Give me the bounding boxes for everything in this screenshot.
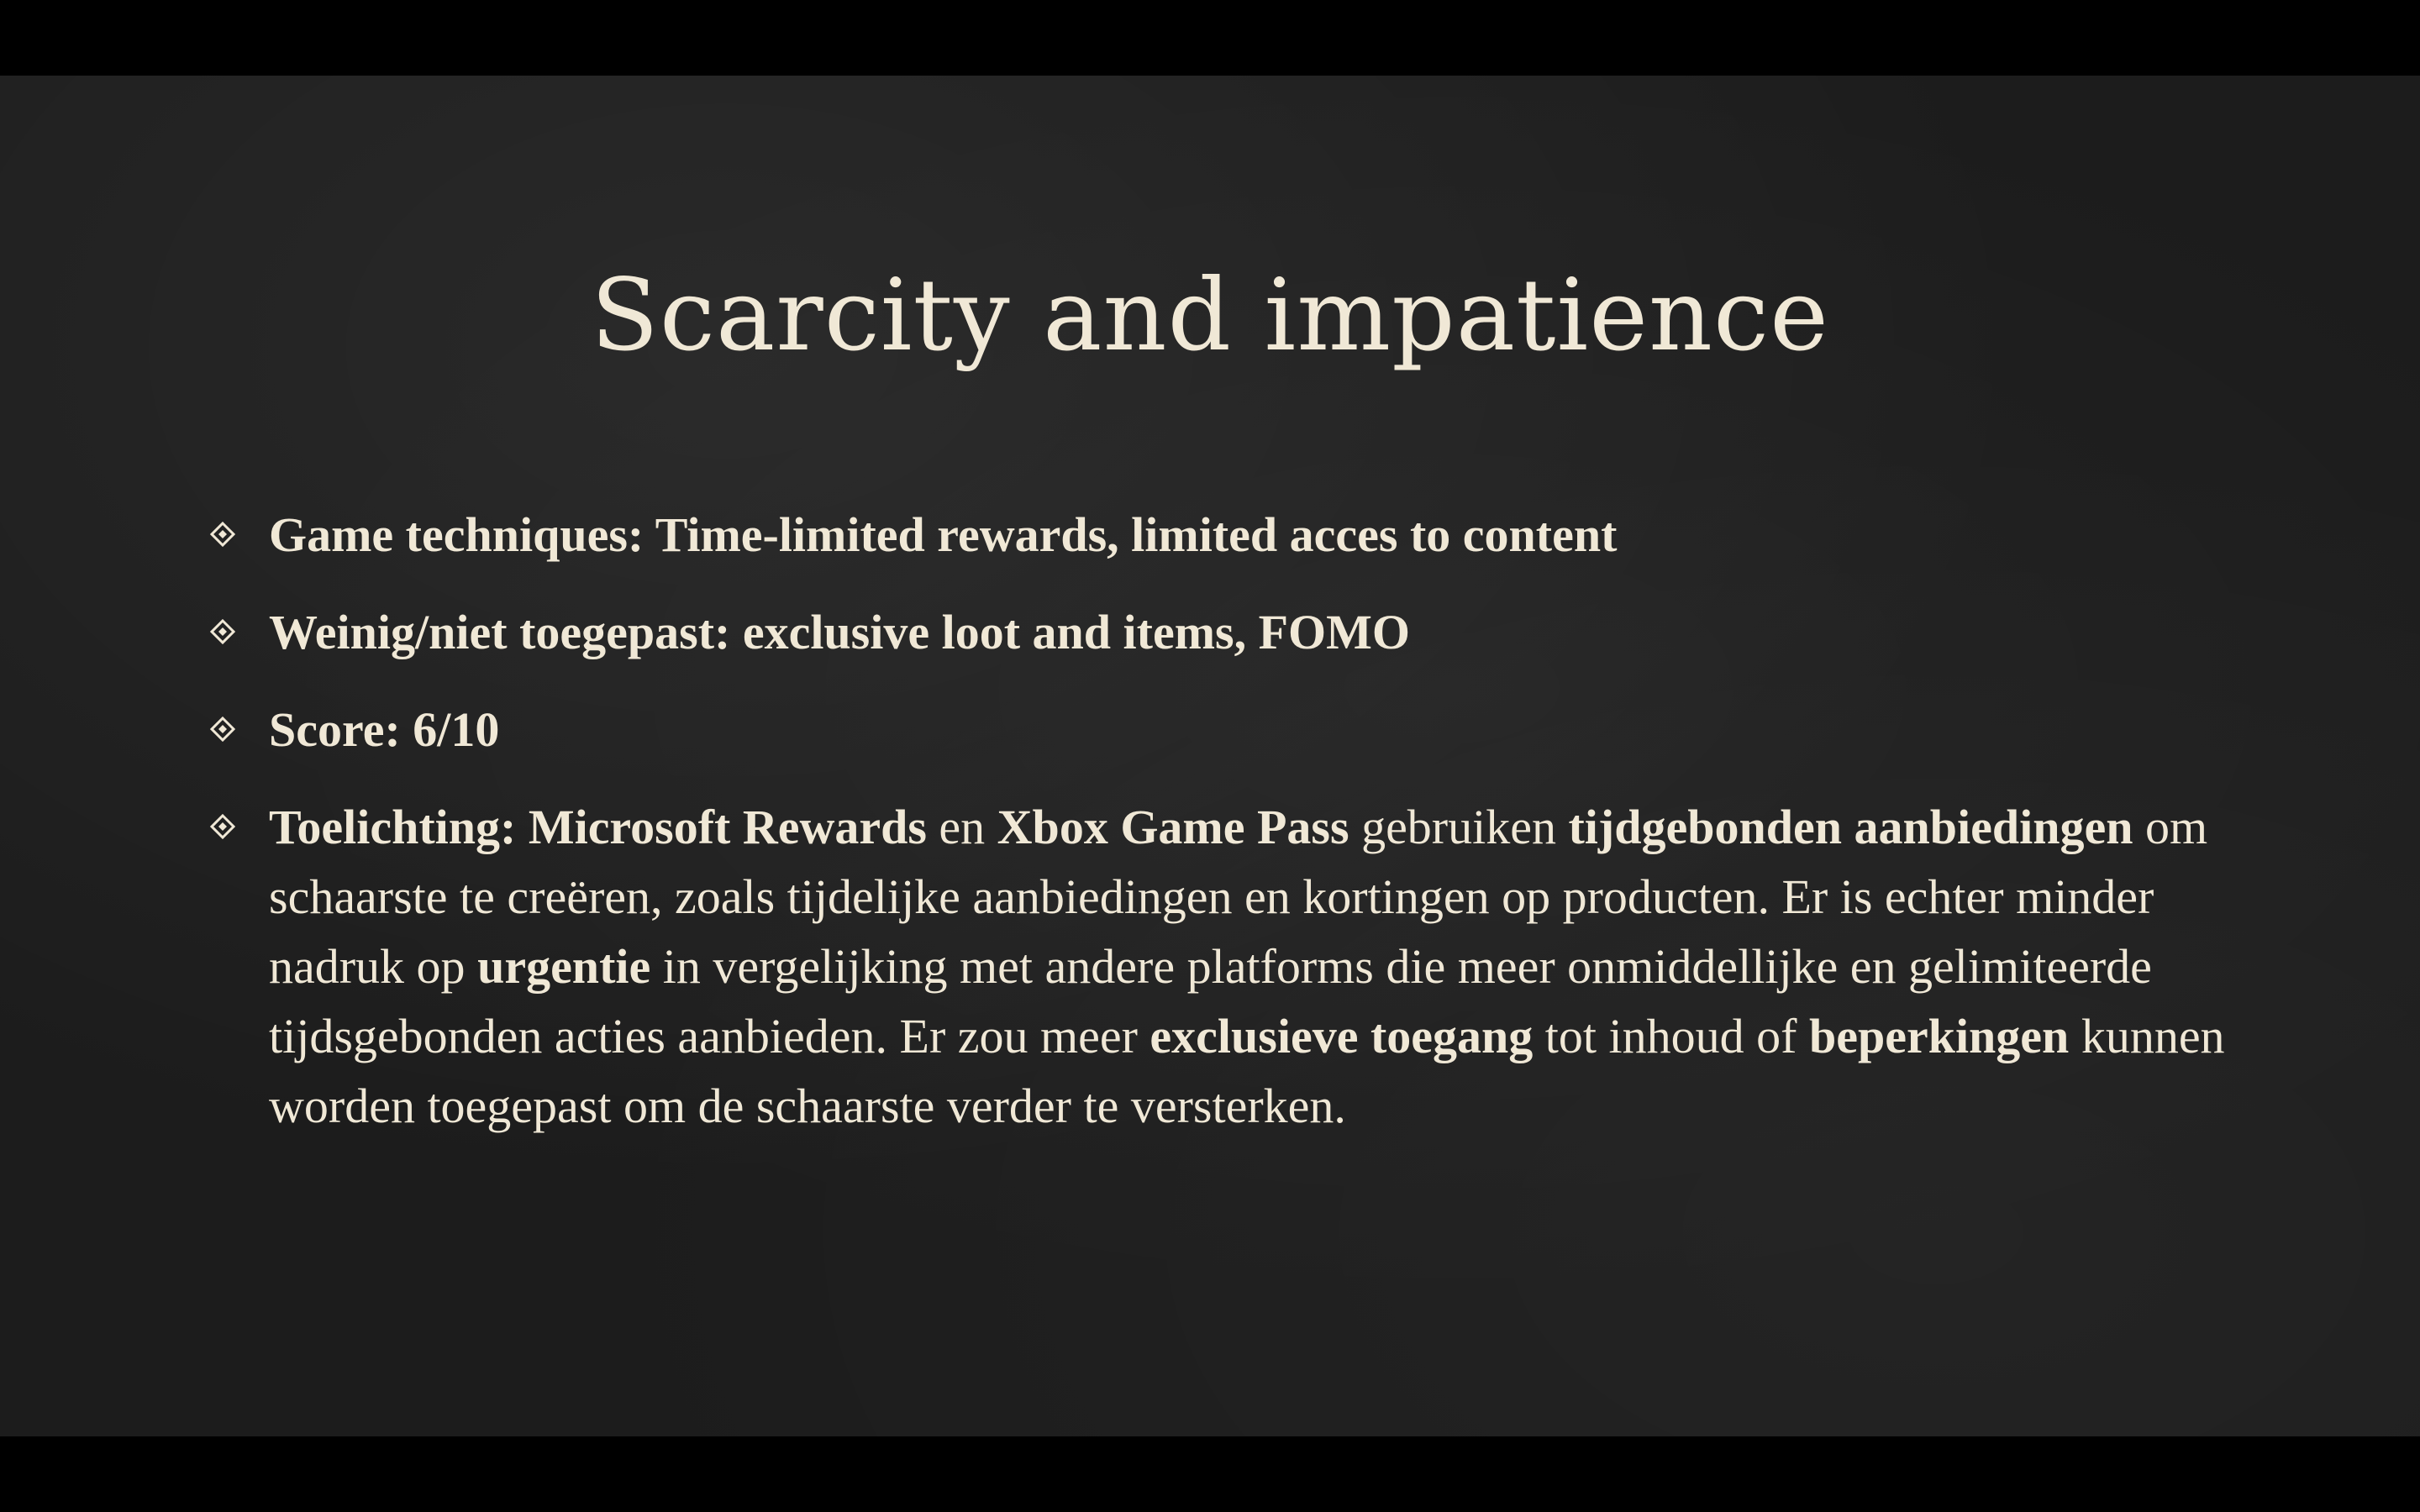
bullet-list [210, 500, 2227, 1168]
bullet-text-segment: om schaarste te creëren, zoals tijdelijke aanbiedingen en kortingen op producten. Er is echter minder nadruk op [269, 800, 2208, 994]
bullet-text-segment: Toelichting: Microsoft Rewards [269, 800, 927, 854]
bullet-item [210, 695, 2227, 764]
slide-title: Scarcity and impatience [591, 257, 1829, 373]
diamond-bullet-icon [210, 522, 235, 547]
diamond-bullet-icon [210, 717, 235, 742]
bullet-text [269, 507, 1617, 562]
diamond-bullet-icon [210, 619, 235, 644]
bullet-text [269, 800, 2225, 1133]
bullet-text-segment: tijdgebonden aanbiedingen [1568, 800, 2133, 854]
bullet-text-segment: in vergelijking met andere platforms die meer onmiddellijke en gelimiteerde tijdsgebonden acties aanbieden. Er zou meer [269, 939, 2152, 1063]
slide [0, 76, 2420, 1436]
bullet-text-segment: beperkingen [1808, 1009, 2070, 1063]
bullet-item [210, 500, 2227, 570]
bullet-item [210, 792, 2227, 1141]
bullet-text-segment: gebruiken [1349, 800, 1569, 854]
bullet-text-segment: Score: 6/10 [269, 702, 500, 757]
bullet-text-segment: en [926, 800, 997, 854]
bullet-text-segment: tot inhoud of [1533, 1009, 1809, 1063]
bullet-text-segment: kunnen worden toegepast om de schaarste verder te versterken. [269, 1009, 2225, 1133]
diamond-bullet-icon [210, 814, 235, 839]
bullet-text-segment: Weinig/niet toegepast: exclusive loot and items, FOMO [269, 605, 1411, 659]
bullet-text [269, 605, 1410, 659]
bullet-text [269, 702, 499, 757]
bullet-text-segment: Game techniques: Time-limited rewards, limited acces to content [269, 507, 1618, 562]
bullet-item [210, 597, 2227, 667]
bullet-text-segment: Xbox Game Pass [997, 800, 1349, 854]
bullet-text-segment: urgentie [477, 939, 651, 994]
bullet-text-segment: exclusieve toegang [1150, 1009, 1534, 1063]
